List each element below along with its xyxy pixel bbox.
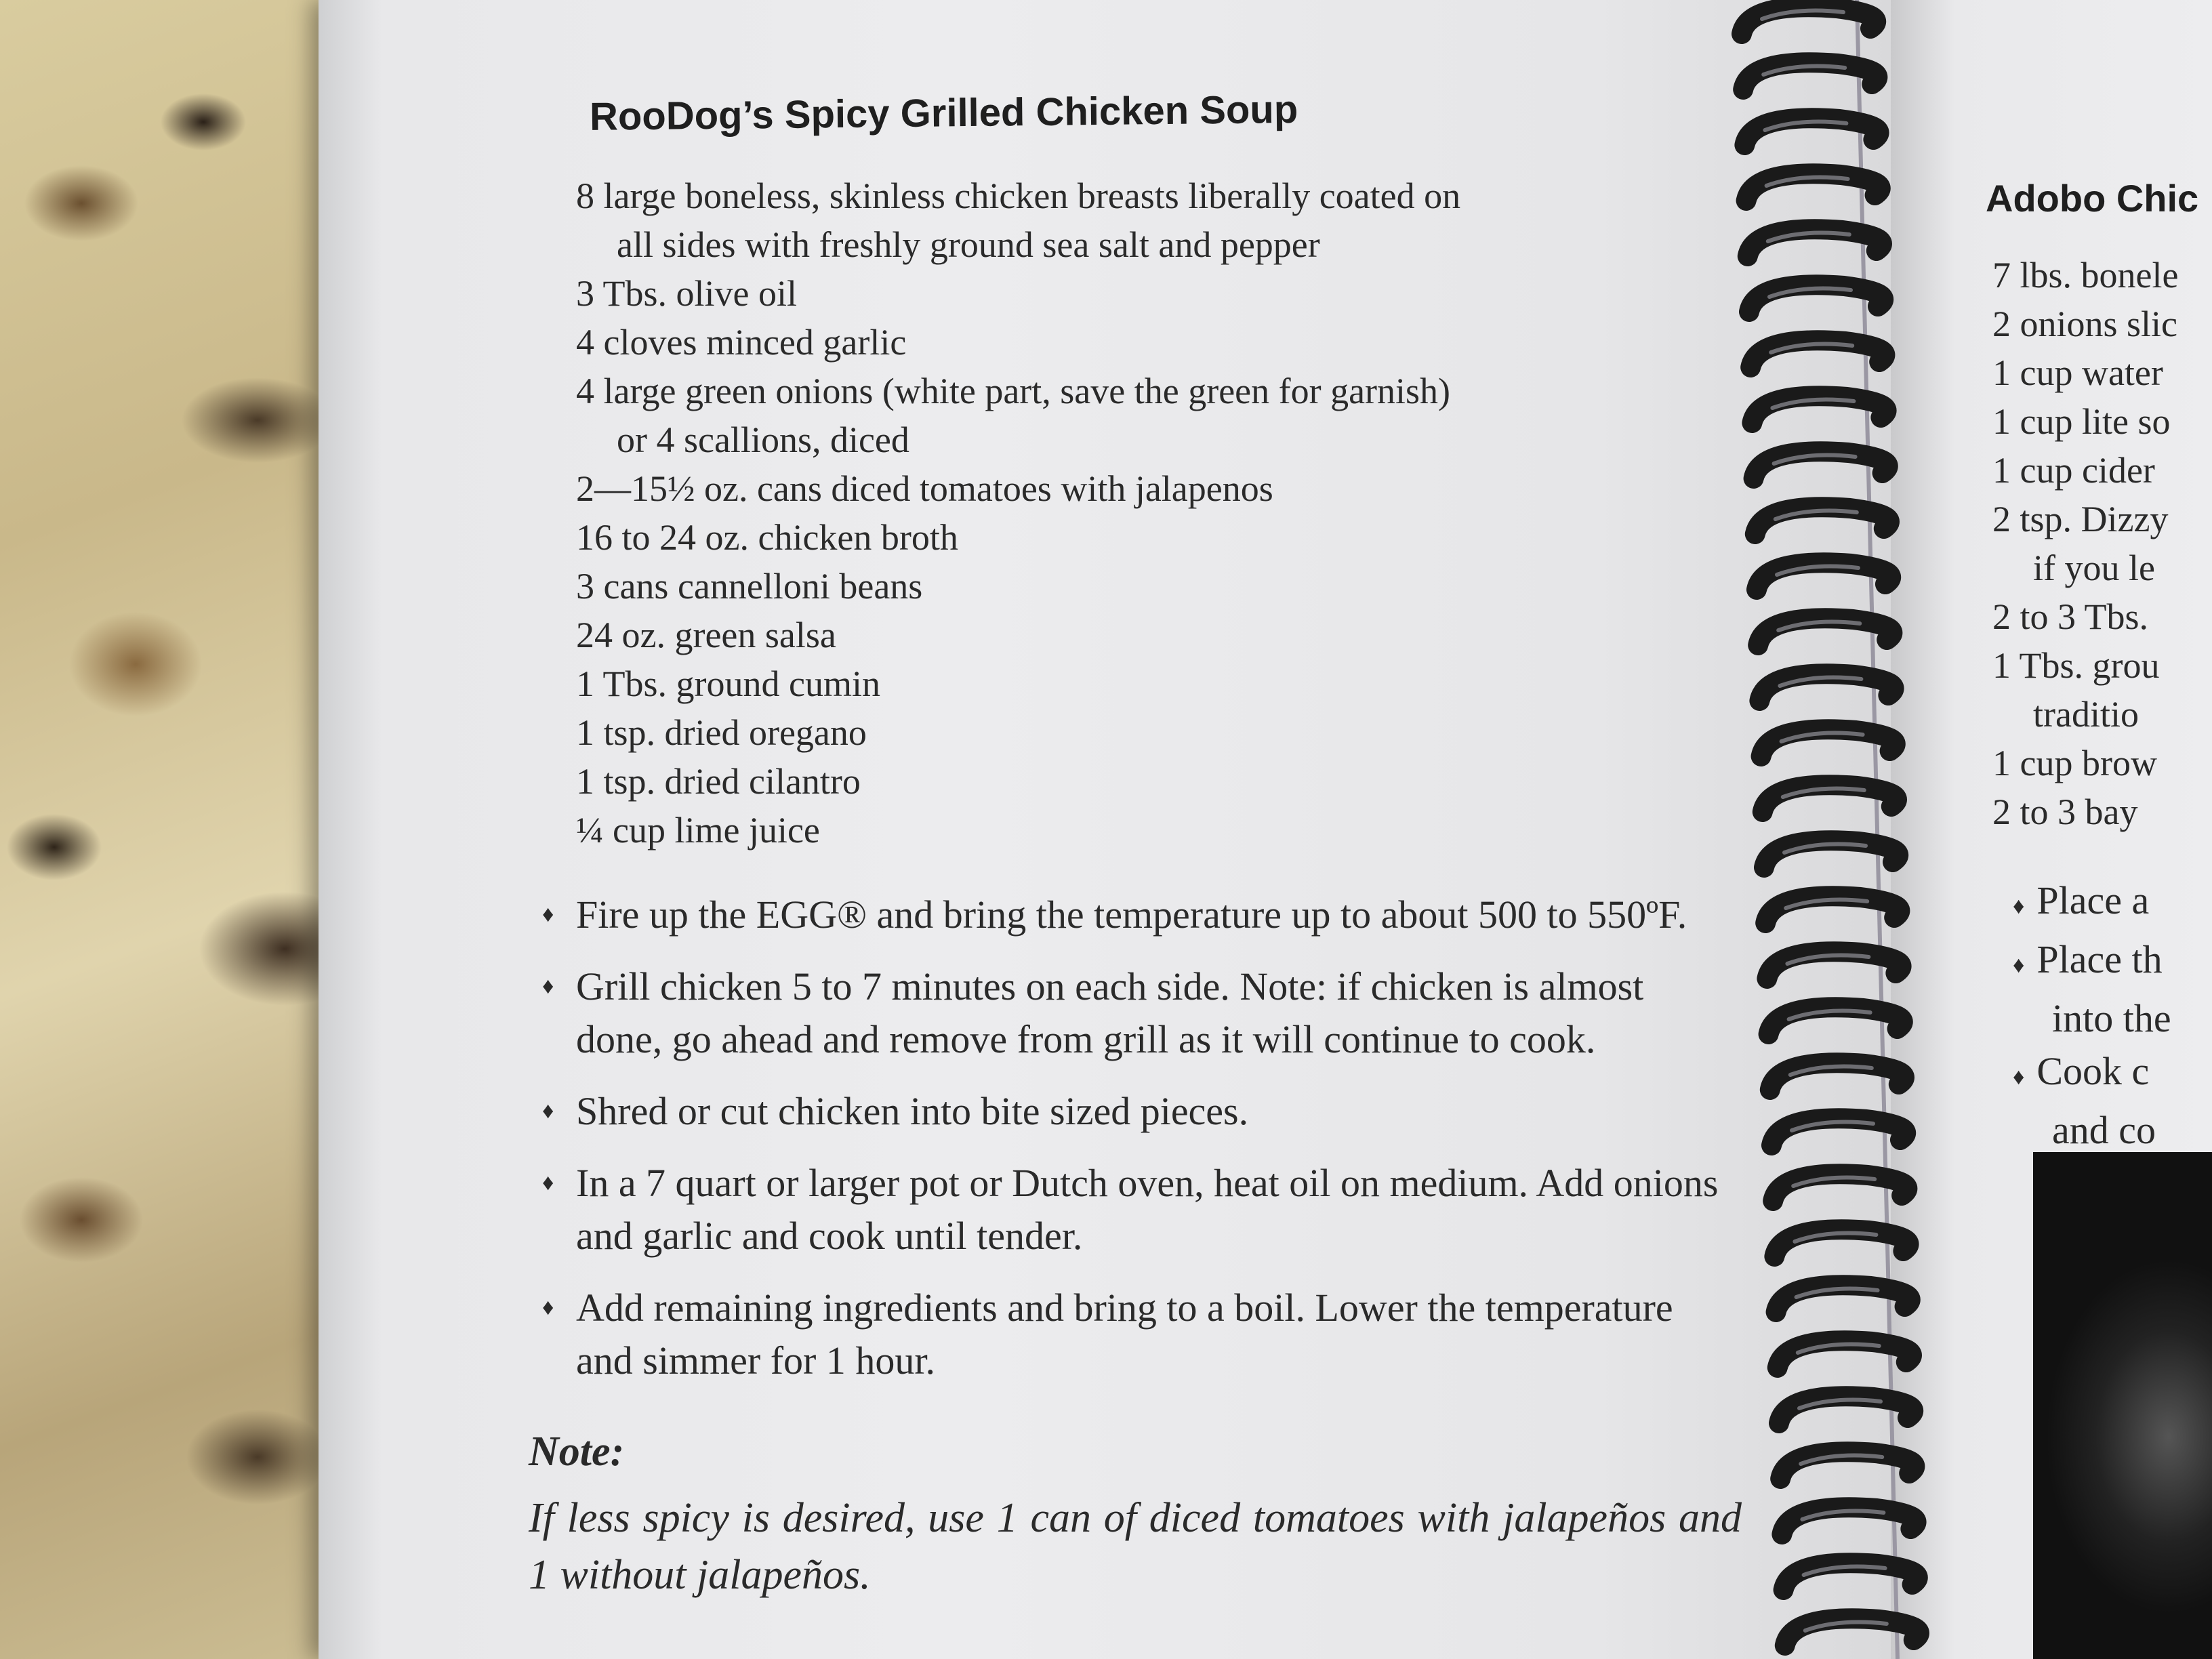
adjacent-recipe-title: Adobo Chic bbox=[1986, 177, 2199, 220]
diamond-bullet-icon: ♦ bbox=[542, 974, 554, 999]
list-item: ♦ Fire up the EGG® and bring the temperature up to about 500 to 550ºF. bbox=[529, 888, 1735, 941]
list-item: 4 large green onions (white part, save the green for garnish) or 4 scallions, diced bbox=[576, 371, 1451, 460]
diamond-bullet-icon: ♦ bbox=[2013, 1065, 2025, 1090]
note-text: If less spicy is desired, use 1 can of diced tomatoes with jalapeños and 1 without jalapeños. bbox=[529, 1495, 1742, 1598]
diamond-bullet-icon: ♦ bbox=[2013, 953, 2025, 978]
list-item: 24 oz. green salsa bbox=[576, 615, 836, 655]
list-item: 16 to 24 oz. chicken broth bbox=[576, 517, 958, 558]
diamond-bullet-icon: ♦ bbox=[542, 902, 554, 927]
list-item: 1 tsp. dried cilantro bbox=[576, 761, 861, 802]
diamond-bullet-icon: ♦ bbox=[542, 1099, 554, 1124]
list-item: ¼ cup lime juice bbox=[576, 810, 820, 851]
list-item: 1 cup lite so bbox=[1992, 401, 2171, 442]
list-item: 1 cup brow bbox=[1992, 743, 2157, 783]
diamond-bullet-icon: ♦ bbox=[2013, 894, 2025, 919]
list-item: 2 to 3 Tbs. bbox=[1992, 596, 2149, 637]
note-heading: Note: bbox=[529, 1429, 625, 1475]
list-item: 8 large boneless, skinless chicken breasts liberally coated on all sides with freshly ground sea salt and pepper bbox=[576, 176, 1461, 265]
list-item: 4 cloves minced garlic bbox=[576, 322, 907, 363]
list-item: 1 cup water bbox=[1992, 352, 2163, 393]
recipe-photo bbox=[2033, 1152, 2212, 1659]
recipe-title: RooDog’s Spicy Grilled Chicken Soup bbox=[589, 87, 1298, 139]
adjacent-ingredient-list bbox=[1992, 251, 2178, 836]
list-item: 2 onions slic bbox=[1992, 304, 2178, 344]
list-item: ♦ In a 7 quart or larger pot or Dutch oven, heat oil on medium. Add onions and garlic and cook until tender. bbox=[529, 1157, 1735, 1263]
list-item: 2 to 3 bay bbox=[1992, 792, 2138, 832]
list-item: traditio bbox=[2033, 694, 2139, 735]
list-item: ♦ Shred or cut chicken into bite sized pieces. bbox=[529, 1085, 1735, 1138]
list-item: 1 cup cider bbox=[1992, 450, 2155, 491]
list-item: if you le bbox=[2033, 548, 2155, 588]
recipe-content bbox=[529, 87, 1742, 1603]
list-item: 3 Tbs. olive oil bbox=[576, 273, 798, 314]
list-item: 1 Tbs. grou bbox=[1992, 645, 2160, 686]
list-item: 7 lbs. bonele bbox=[1992, 255, 2179, 295]
list-item: ♦ Cook c bbox=[2013, 1049, 2150, 1093]
list-item: into the bbox=[2052, 996, 2171, 1040]
diamond-bullet-icon: ♦ bbox=[542, 1170, 554, 1195]
ingredient-list bbox=[529, 171, 1735, 855]
list-item: 2 tsp. Dizzy bbox=[1992, 499, 2169, 539]
list-item: 1 Tbs. ground cumin bbox=[576, 663, 880, 704]
instruction-steps bbox=[529, 888, 1735, 1387]
diamond-bullet-icon: ♦ bbox=[542, 1295, 554, 1320]
adjacent-steps bbox=[2013, 874, 2171, 1157]
list-item: 1 tsp. dried oregano bbox=[576, 712, 867, 753]
list-item: ♦ Place a bbox=[2013, 878, 2150, 922]
list-item: ♦ Place th bbox=[2013, 937, 2163, 981]
spiral-binding bbox=[1721, 0, 2006, 1659]
list-item: ♦ Grill chicken 5 to 7 minutes on each side. Note: if chicken is almost done, go ahead and remove from grill as it will continue to cook. bbox=[529, 960, 1735, 1066]
list-item: ♦ Add remaining ingredients and bring to a boil. Lower the temperature and simmer for 1 hour. bbox=[529, 1282, 1735, 1387]
list-item: 3 cans cannelloni beans bbox=[576, 566, 923, 607]
list-item: 2—15½ oz. cans diced tomatoes with jalapenos bbox=[576, 468, 1273, 509]
list-item: and co bbox=[2052, 1108, 2156, 1152]
